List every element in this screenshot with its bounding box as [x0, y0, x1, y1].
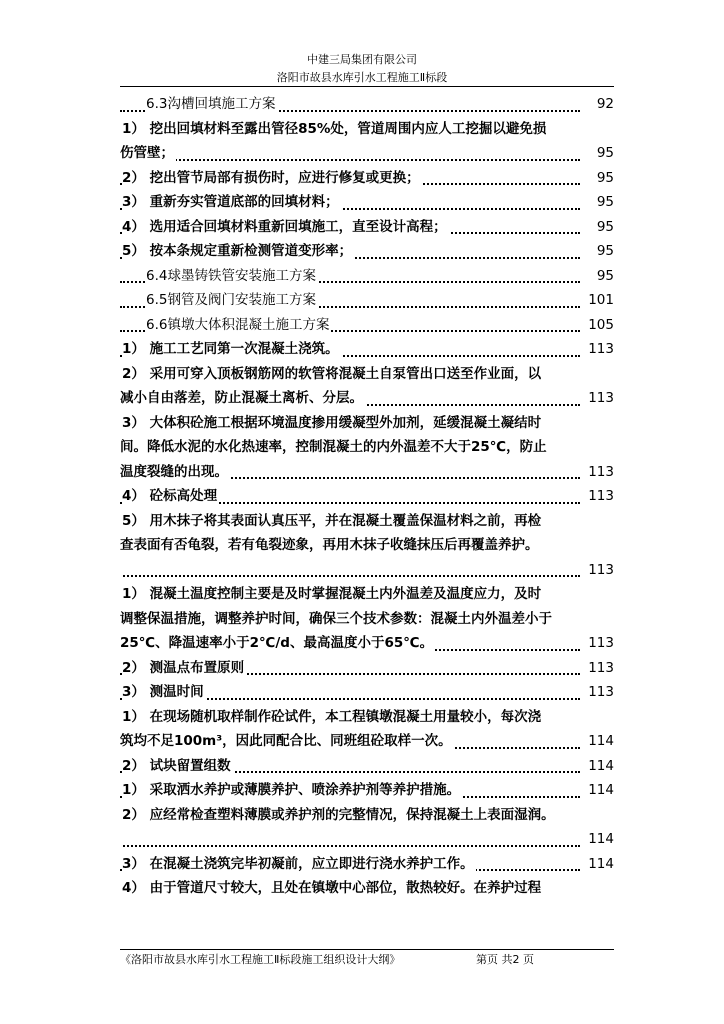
toc-entry — [120, 166, 614, 191]
toc-entry — [120, 656, 614, 681]
toc-page-number: 95 — [595, 239, 614, 264]
footer-page-info: 第页 共2 页 — [476, 953, 534, 966]
toc-page-number: 113 — [586, 484, 614, 509]
toc-page-number: 114 — [586, 827, 614, 852]
toc-page-number: 113 — [586, 631, 614, 656]
header-divider — [120, 86, 614, 87]
toc-entry-text: 6.4球墨铸铁管安装施工方案 — [146, 267, 316, 284]
toc-entry — [120, 484, 614, 509]
toc-entry — [120, 190, 614, 215]
toc-entry — [120, 705, 614, 730]
toc-page-number: 113 — [586, 460, 614, 485]
toc-page-number: 113 — [586, 680, 614, 705]
toc-entry-text: 1） 挖出回填材料至露出管径85%处，管道周围内应人工挖掘以避免损 — [122, 120, 547, 137]
toc-entry — [120, 386, 614, 411]
toc-entry-text: 3） 重新夯实管道底部的回填材料； — [122, 194, 339, 210]
toc-entry — [120, 876, 614, 901]
toc-entry-text: 筑均不足100m³，因此同配合比、同班组砼取样一次。 — [120, 733, 452, 749]
toc-entry-text: 4） 选用适合回填材料重新回填施工，直至设计高程； — [122, 218, 447, 235]
header-company: 中建三局集团有限公司 — [307, 53, 417, 66]
toc-entry — [120, 558, 614, 583]
toc-entry — [120, 435, 614, 460]
toc-entry — [120, 141, 614, 166]
toc-page-number: 95 — [595, 141, 614, 166]
toc-entry-text: 1） 采取洒水养护或薄膜养护、喷涂养护剂等养护措施。 — [122, 782, 461, 798]
toc-entry — [120, 803, 614, 828]
toc-entry-text: 调整保温措施，调整养护时间，确保三个技术参数：混凝土内外温差小于 — [120, 610, 552, 627]
toc-section-entry — [120, 264, 614, 289]
toc-entry-text: 查表面有否龟裂，若有龟裂迹象，再用木抹子收缝抹压后再覆盖养护。 — [120, 537, 539, 553]
footer-document-title: 《洛阳市故县水库引水工程施工Ⅱ标段施工组织设计大纲》 — [120, 953, 401, 966]
toc-page-number: 113 — [586, 386, 614, 411]
toc-page-number: 95 — [595, 190, 614, 215]
toc-page-number: 114 — [586, 754, 614, 779]
toc-page-number: 114 — [586, 778, 614, 803]
toc-entry-text: 4） 由于管道尺寸较大，且处在镇墩中心部位，散热较好。在养护过程 — [122, 880, 542, 896]
toc-entry — [120, 754, 614, 779]
toc-leader-dots — [120, 575, 580, 577]
toc-entry — [120, 460, 614, 485]
toc-entry-text: 间。降低水泥的水化热速率，控制混凝土的内外温差不大于25℃，防止 — [120, 439, 547, 455]
toc-entry — [120, 117, 614, 142]
toc-entry-text: 3） 在混凝土浇筑完毕初凝前，应立即进行浇水养护工作。 — [122, 855, 474, 872]
toc-entry-text: 6.5钢管及阀门安装施工方案 — [146, 292, 316, 308]
toc-entry — [120, 631, 614, 656]
toc-page-number: 114 — [586, 852, 614, 877]
toc-entry — [120, 215, 614, 240]
toc-entry-text: 3） 大体积砼施工根据环境温度掺用缓凝型外加剂，延缓混凝土凝结时 — [122, 414, 542, 431]
toc-entry — [120, 582, 614, 607]
toc-page-number: 92 — [595, 92, 614, 117]
toc-entry — [120, 778, 614, 803]
toc-entry — [120, 852, 614, 877]
toc-entry-text: 1） 在现场随机取样制作砼试件，本工程镇墩混凝土用量较小，每次浇 — [122, 708, 542, 725]
toc-page-number: 101 — [586, 288, 614, 313]
toc-section-entry — [120, 313, 614, 338]
toc-entry — [120, 239, 614, 264]
toc-entry-text: 1） 混凝土温度控制主要是及时掌握混凝土内外温差及温度应力，及时 — [122, 586, 542, 602]
toc-entry-text: 5） 按本条规定重新检测管道变形率； — [122, 243, 353, 259]
toc-entry-text: 1） 施工工艺同第一次混凝土浇筑。 — [122, 341, 339, 357]
toc-entry — [120, 337, 614, 362]
toc-page-number: 95 — [595, 264, 614, 289]
toc-page-number: 105 — [586, 313, 614, 338]
toc-entry-text: 2） 试块留置组数 — [122, 757, 231, 774]
table-of-contents — [120, 92, 614, 901]
toc-entry-text: 2） 应经常检查塑料薄膜或养护剂的完整情况，保持混凝土上表面湿润。 — [122, 806, 555, 823]
toc-entry — [120, 411, 614, 436]
toc-entry — [120, 827, 614, 852]
toc-entry-text: 2） 采用可穿入顶板钢筋网的软管将混凝土自泵管出口送至作业面，以 — [122, 365, 542, 382]
toc-page-number: 113 — [586, 656, 614, 681]
toc-entry — [120, 362, 614, 387]
toc-page-number: 95 — [595, 215, 614, 240]
toc-entry-text — [120, 562, 122, 578]
toc-entry-text: 2） 挖出管节局部有损伤时，应进行修复或更换； — [122, 169, 420, 186]
toc-entry-text: 温度裂缝的出现。 — [120, 463, 228, 480]
toc-section-entry — [120, 92, 614, 117]
page-header — [0, 52, 724, 85]
toc-entry-text: 2） 测温点布置原则 — [122, 659, 245, 676]
toc-leader-dots — [120, 845, 580, 847]
toc-entry-text: 减小自由落差，防止混凝土离析、分层。 — [120, 390, 363, 406]
toc-section-entry — [120, 288, 614, 313]
toc-entry — [120, 680, 614, 705]
toc-entry-text: 5） 用木抹子将其表面认真压平，并在混凝土覆盖保温材料之前，再检 — [122, 512, 542, 529]
toc-entry-text: 25℃、降温速率小于2℃/d、最高温度小于65℃。 — [120, 635, 434, 651]
toc-entry — [120, 729, 614, 754]
toc-entry — [120, 509, 614, 534]
toc-entry-text: 4） 砼标高处理 — [122, 488, 218, 504]
toc-entry-text — [120, 831, 122, 847]
toc-page-number: 114 — [586, 729, 614, 754]
toc-entry — [120, 607, 614, 632]
toc-page-number: 95 — [595, 166, 614, 191]
footer-divider — [120, 949, 614, 950]
toc-entry — [120, 533, 614, 558]
toc-leader-dots — [120, 159, 580, 161]
toc-entry-text: 6.3沟槽回填施工方案 — [146, 96, 276, 112]
toc-entry-text: 伤管壁； — [120, 145, 174, 161]
toc-entry-text: 3） 测温时间 — [122, 684, 204, 700]
toc-entry-text: 6.6镇墩大体积混凝土施工方案 — [146, 316, 330, 333]
header-project: 洛阳市故县水库引水工程施工Ⅱ标段 — [276, 71, 448, 84]
toc-page-number: 113 — [586, 337, 614, 362]
toc-page-number: 113 — [586, 558, 614, 583]
